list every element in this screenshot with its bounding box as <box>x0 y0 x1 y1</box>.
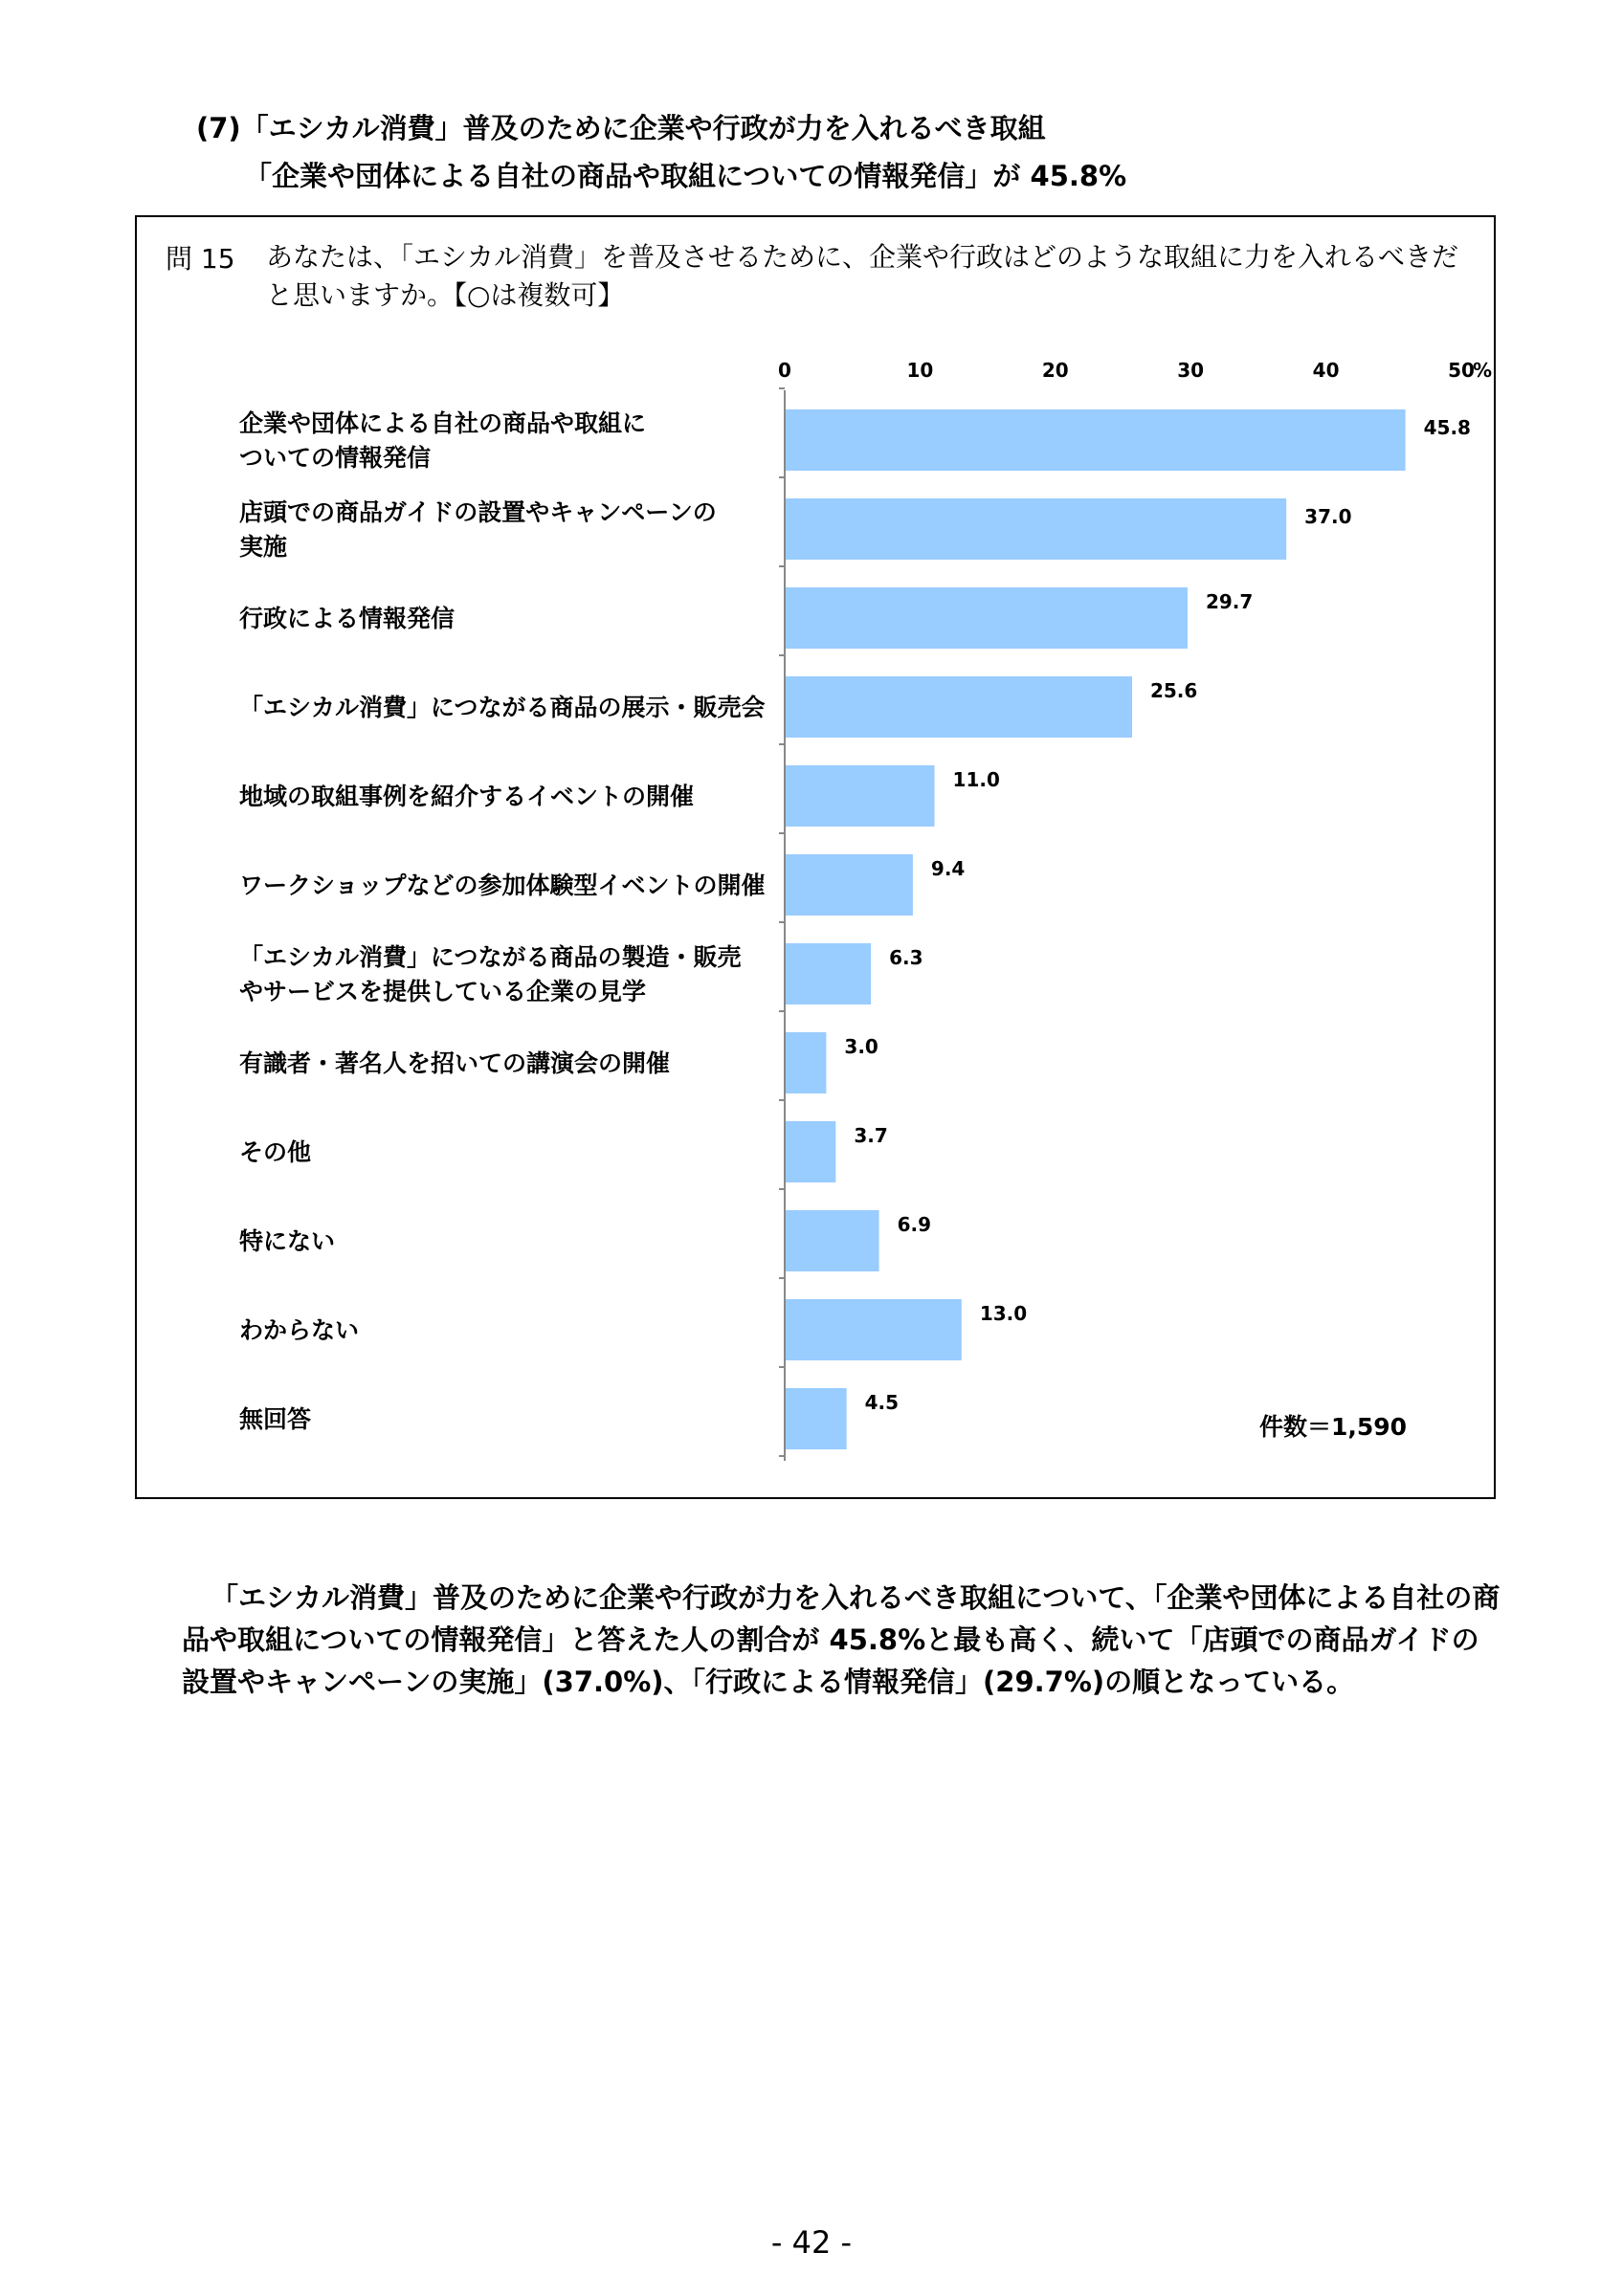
data-label: 3.7 <box>854 1124 888 1147</box>
section-heading: (7)「エシカル消費」普及のために企業や行政が力を入れるべき取組 <box>196 112 1046 144</box>
data-label: 3.0 <box>844 1035 878 1058</box>
bar <box>786 1388 847 1449</box>
category-label: やサービスを提供している企業の見学 <box>239 978 647 1005</box>
page-number: - 42 - <box>770 2224 853 2261</box>
category-label: 企業や団体による自社の商品や取組に <box>239 409 647 437</box>
category-label: 特にない <box>239 1227 336 1255</box>
x-tick-label: 0 <box>778 359 791 382</box>
data-label: 11.0 <box>952 768 1000 791</box>
x-tick-label: 40 <box>1312 359 1340 382</box>
category-label: ワークショップなどの参加体験型イベントの開催 <box>239 872 766 899</box>
data-label: 45.8 <box>1423 416 1471 439</box>
category-label: 実施 <box>239 533 288 561</box>
bar <box>786 765 935 827</box>
bar <box>786 409 1406 471</box>
category-label: 無回答 <box>239 1405 312 1433</box>
summary-paragraph: 「エシカル消費」普及のために企業や行政が力を入れるべき取組について、「企業や団体による自社の商品や取組についての情報発信」と答えた人の割合が 45.8%と最も高く、続いて「店頭での商品ガイドの設置やキャンペーンの実施」(37.0%)、「行政による情報発信」(29.7%)の順となっている。 <box>182 1581 1501 1698</box>
category-label: 「エシカル消費」につながる商品の展示・販売会 <box>239 694 766 721</box>
x-tick-label: 30 <box>1177 359 1205 382</box>
bar <box>786 1299 962 1360</box>
data-label: 13.0 <box>979 1302 1028 1325</box>
data-label: 6.9 <box>897 1213 932 1236</box>
data-label: 4.5 <box>864 1391 900 1414</box>
category-label: わからない <box>239 1316 360 1344</box>
bar <box>786 587 1188 649</box>
bar <box>786 943 871 1004</box>
data-label: 37.0 <box>1304 505 1352 528</box>
question-number: 問 15 <box>166 243 235 275</box>
category-label: その他 <box>239 1138 312 1166</box>
sample-size-annotation: 件数＝1,590 <box>1259 1413 1408 1441</box>
bar <box>786 1210 879 1271</box>
category-label: 店頭での商品ガイドの設置やキャンペーンの <box>239 498 717 526</box>
category-label: 地域の取組事例を紹介するイベントの開催 <box>239 783 695 810</box>
category-label: 有識者・著名人を招いての講演会の開催 <box>239 1049 671 1077</box>
bar <box>786 676 1132 738</box>
category-label: 「エシカル消費」につながる商品の製造・販売 <box>239 943 742 971</box>
x-tick-label: 10 <box>906 359 934 382</box>
section-subheading: 「企業や団体による自社の商品や取組についての情報発信」が 45.8% <box>244 160 1127 192</box>
data-label: 29.7 <box>1205 590 1254 613</box>
x-unit-label: % <box>1473 359 1493 382</box>
bar <box>786 1121 835 1182</box>
x-tick-label: 20 <box>1041 359 1069 382</box>
bar <box>786 1032 826 1093</box>
category-label: 行政による情報発信 <box>239 605 456 632</box>
data-label: 6.3 <box>889 946 923 969</box>
data-label: 9.4 <box>930 857 966 880</box>
bar <box>786 498 1286 560</box>
question-text: あなたは、「エシカル消費」を普及させるために、企業や行政はどのような取組に力を入れるべきだと思いますか。【○は複数可】 <box>266 241 1459 311</box>
data-label: 25.6 <box>1149 679 1198 702</box>
bar <box>786 854 913 916</box>
category-label: ついての情報発信 <box>239 444 432 472</box>
x-tick-label: 50 <box>1448 359 1475 382</box>
